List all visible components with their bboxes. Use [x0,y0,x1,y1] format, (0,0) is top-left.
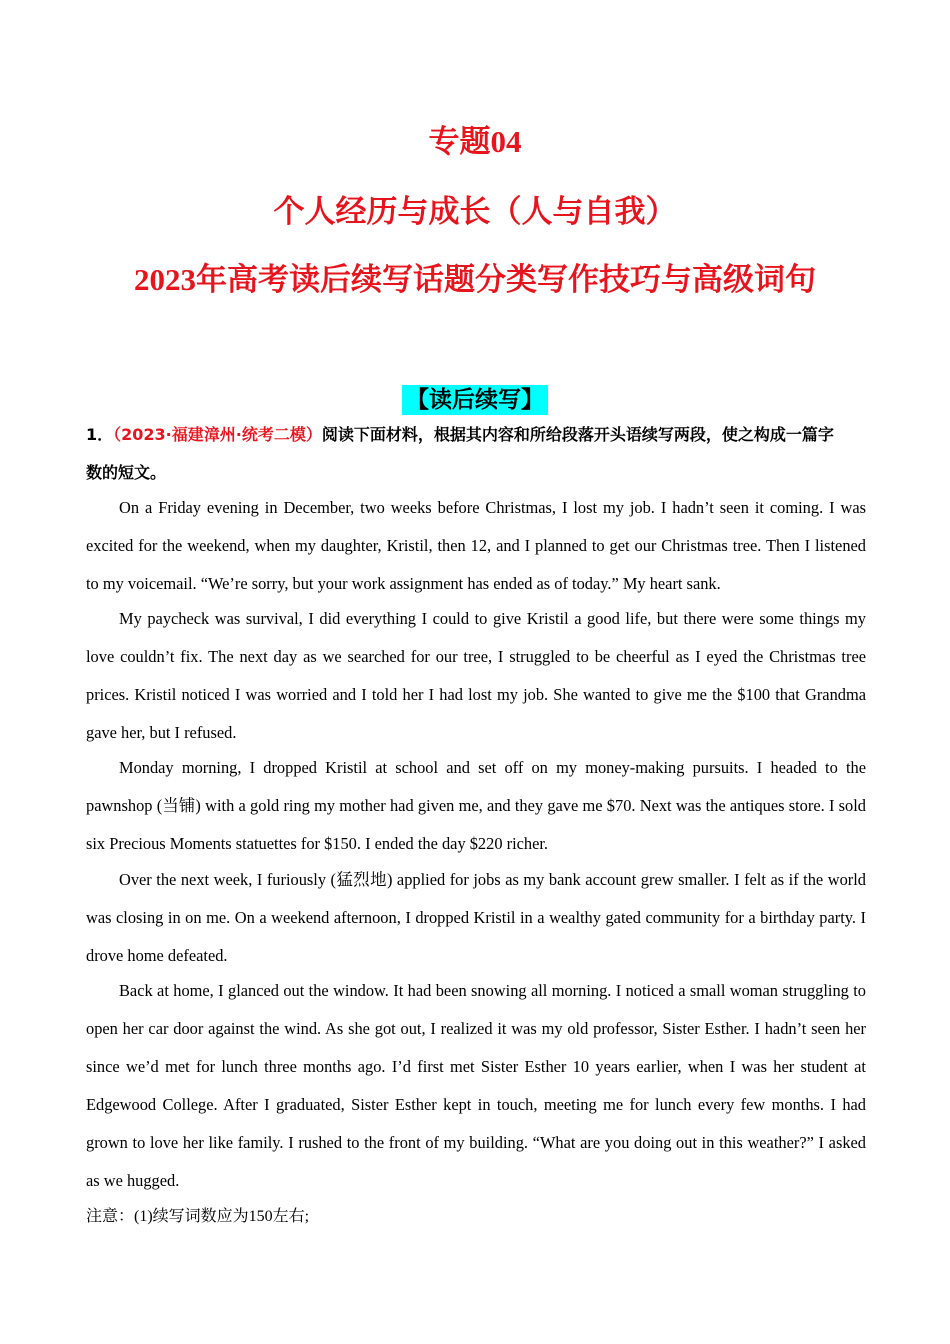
topic-number-heading: 专题04 [428,124,522,159]
question-instruction-line2: 数的短文。 [86,463,167,482]
note-text: 注意：(1)续写词数应为150左右; [86,1208,310,1225]
question-header [86,416,866,454]
section-tag-label: 【读后续写】 [402,385,548,415]
question-instruction-continued [86,454,866,492]
passage-paragraph: On a Friday evening in December, two weeks before Christmas, I lost my job. I hadn’t seen it coming. I was excited for the weekend, when my daughter, Kristil, then 12, and I planned to get our Christmas tree. Then I listened to my voicemail. “We’re sorry, but your work assignment has ended as of today.” My heart sank. [86,498,866,593]
document-title-heading: 2023年高考读后续写话题分类写作技巧与高级词句 [134,262,816,297]
passage-paragraph: Back at home, I glanced out the window. It had been snowing all morning. I noticed a small woman struggling to open her car door against the wind. As she got out, I realized it was my old professor, Sister Esther. I hadn’t seen her since we’d met for lunch three months ago. I’d first met Sister Esther 10 years earlier, when I was her student at Edgewood College. After I graduated, Sister Esther kept in touch, meeting me for lunch every few months. I had grown to love her like family. I rushed to the front of my building. “What are you doing out in this weather?” I asked as we hugged. [86,981,866,1190]
passage-paragraph: Over the next week, I furiously (猛烈地) applied for jobs as my bank account grew smaller. I felt as if the world was closing in on me. On a weekend afternoon, I dropped Kristil in a wealthy gated community for a birthday party. I drove home defeated. [86,870,866,965]
question-number: 1． [86,425,114,444]
passage-paragraph: My paycheck was survival, I did everything I could to give Kristil a good life, but there were some things my love couldn’t fix. The next day as we searched for our tree, I struggled to be cheerful as I eyed the Christmas tree prices. Kristil noticed I was worried and I told her I had lost my job. She wanted to give me the $100 that Grandma gave her, but I refused. [86,609,866,742]
topic-title-heading: 个人经历与成长（人与自我） [273,194,677,229]
section-tag [0,381,950,414]
passage-paragraph: Monday morning, I dropped Kristil at school and set off on my money-making pursuits. I headed to the pawnshop (当铺) with a gold ring my mother had given me, and they gave me $70. Next was the antiques store. I sold six Precious Moments statuettes for $150. I ended the day $220 richer. [86,758,866,853]
question-instruction-line1: 阅读下面材料，根据其内容和所给段落开头语续写两段，使之构成一篇字 [321,425,834,444]
question-source: （2023·福建漳州·统考二模） [113,425,322,444]
